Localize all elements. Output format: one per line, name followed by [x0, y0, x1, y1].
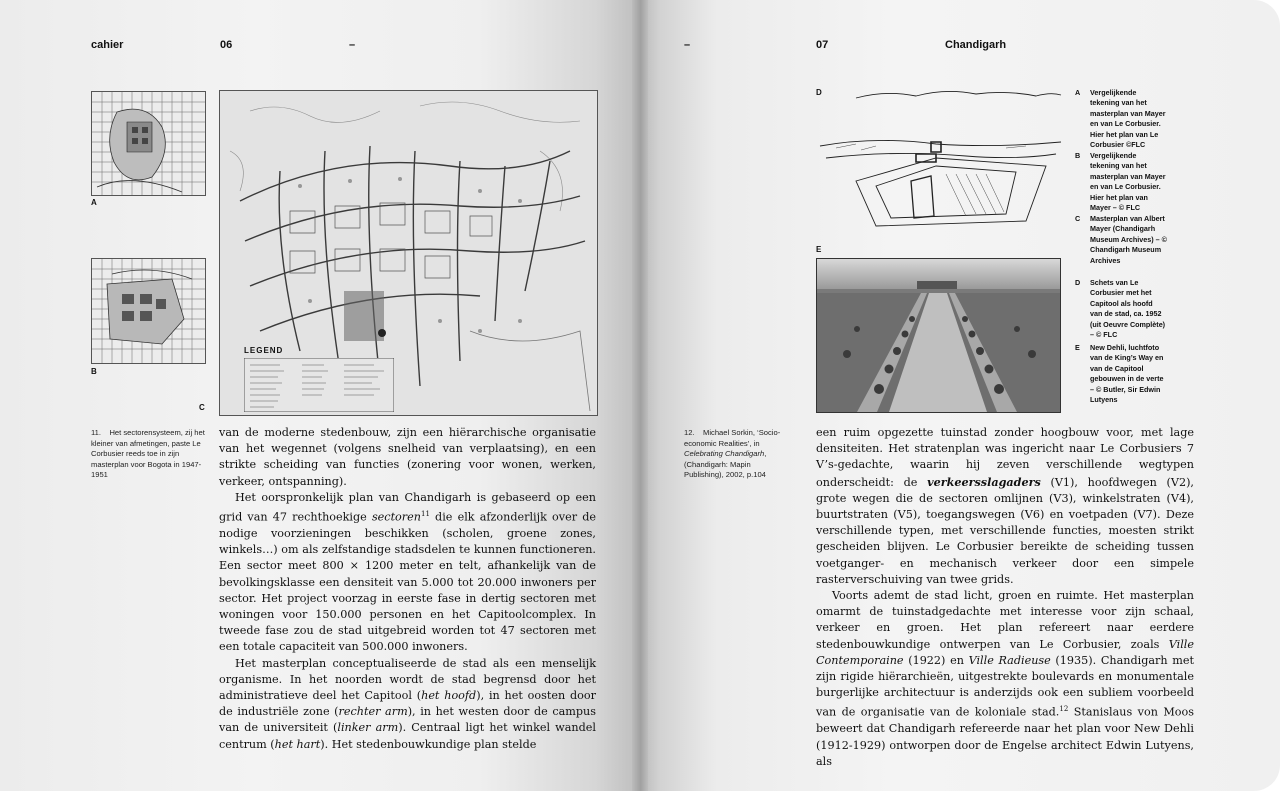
p3-text-b: ), in het oosten door de industriële zone ( — [219, 688, 596, 719]
rp2-text-a: Voorts ademt de stad licht, groen en ruimte. Het masterplan omarmt de tuinstadgedachte met interesse voor zijn schaal, verkeer en groen. Het plan refereert naar eerdere stedenbouwkundige ontwerpen van Le Corbusier, zoals — [816, 589, 1194, 651]
caption-a-letter: A — [1075, 88, 1081, 97]
chapter-title: Chandigarh — [945, 39, 1007, 51]
left-paragraph-2 — [219, 490, 596, 656]
caption-11-text: Het sectorensysteem, zij het kleiner van afmetingen, paste Le Corbusier reeds toe in zijn masterplan voor Bogota in 1947-1951 — [91, 428, 205, 480]
rp2-text-c: (1935). Chandigarh met zijn rigide hiërarchieën, uitgestrekte boulevards en monumentale burgerlijke architectuur is anderzijds ook een subliem voorbeeld van de organisatie van de koloniale stad. — [816, 653, 1195, 720]
p3-em-1: het hoofd — [421, 688, 477, 702]
p2-em-sectoren: sectoren — [371, 510, 421, 524]
page-number-right: 07 — [816, 39, 829, 51]
rp2-em-1: Ville Contemporaine — [816, 637, 1194, 667]
p3-text-d: ). Centraal ligt het winkel wandel centrum ( — [219, 721, 596, 751]
caption-e — [1075, 343, 1167, 405]
p3-em-2: rechter arm — [338, 705, 408, 719]
rp2-text-b: (1922) en — [903, 653, 969, 667]
p2-text-b: die elk afzonderlijk over de nodige voorzieningen beschikken (scholen, groene zones, winkels…) om als zelfstandige stadsdelen te kunnen functioneren. Een sector meet 800 × 1200 meter en telt, afhankelijk van de bevolkingsklasse een densiteit van 5.000 tot 20.000 inwoners per sector. Het project voorzag in eerste fase in dertig sectoren met woningen voor 150.000 personen en het Capitoolcomplex. In tweede fase zou de stad uitgebreid worden tot 47 sectoren met een totale capaciteit van 500.000 inwoners. — [219, 510, 596, 654]
figure-d-capitol-sketch — [816, 86, 1063, 236]
legend-lines — [244, 358, 394, 412]
brand-label: cahier — [91, 39, 124, 51]
figure-e-drawing — [817, 259, 1060, 412]
figure-c-label: C — [199, 403, 205, 412]
right-page — [640, 0, 1280, 791]
caption-c — [1075, 214, 1167, 266]
legend-title: LEGEND — [244, 346, 284, 355]
figure-a-bogota-plan — [91, 91, 206, 196]
right-paragraph-1 — [816, 425, 1194, 588]
caption-d-text: Schets van Le Corbusier met het Capitool als hoofd van de stad, ca. 1952 (uit Oeuvre Complète) – © FLC — [1090, 278, 1166, 340]
caption-e-text: New Dehli, luchtfoto van de King’s Way en van de Capitool gebouwen in de verte – © Butler, Sir Edwin Lutyens — [1090, 343, 1164, 405]
footnote-ref-11: 11 — [420, 510, 430, 519]
caption-a-text: Vergelijkende tekening van het masterplan van Mayer en van Le Corbusier. Hier het plan van Le Corbusier ©FLC — [1090, 88, 1166, 150]
book-gutter — [632, 0, 648, 791]
footnote-ref-12: 12 — [1059, 705, 1069, 714]
caption-d — [1075, 278, 1167, 340]
left-body-text — [219, 425, 596, 753]
caption-e-letter: E — [1075, 343, 1080, 352]
figure-b-mayer-plan — [91, 258, 206, 364]
caption-a — [1075, 88, 1167, 150]
footnote-12-number: 12. — [684, 428, 695, 437]
p3-em-3: linker arm — [337, 721, 399, 735]
rp1-text-b: (V1), hoofdwegen (V2), grote wegen die de sectoren omlijnen (V3), winkelstraten (V4), buurtstraten (V5), toegangswegen (V6) en voetpaden (V7). Deze verschillende typen, met verschillende functies, moesten strikt gescheiden blijven. Le Corbusier bereikte de scheiding tussen voetganger- en mechanisch verkeer door een simpele rasterverschuiving van twee grids. — [816, 475, 1194, 586]
left-paragraph-1: van de moderne stedenbouw, zijn een hiërarchische organisatie van het wegennet (volgens snelheid van verplaatsing), en een strikte scheiding van functies (zonering voor wonen, werken, verkeer, ontspanning). — [219, 426, 596, 488]
right-body-text — [816, 425, 1194, 770]
caption-b-letter: B — [1075, 151, 1081, 160]
figure-b-drawing — [92, 259, 205, 363]
figure-a-drawing — [92, 92, 205, 195]
map-legend — [244, 346, 394, 412]
figure-d-label: D — [816, 88, 822, 97]
figure-e-aerial-photo — [816, 258, 1061, 413]
footnote-12-text-a: Michael Sorkin, ‘Socio-economic Realities’, in — [684, 428, 781, 448]
header-dash-left: – — [349, 39, 356, 51]
p3-text-c: ), in het westen door de campus van de universiteit ( — [219, 705, 596, 735]
p3-em-4: het hart — [274, 737, 321, 751]
caption-b-text: Vergelijkende tekening van het masterplan van Mayer en van Le Corbusier. Hier het plan van Mayer – © FLC — [1090, 151, 1166, 213]
caption-d-letter: D — [1075, 278, 1081, 287]
p3-text-e: ). Het stedenbouwkundige plan stelde — [320, 737, 537, 751]
right-paragraph-2 — [816, 588, 1194, 770]
figure-c-masterplan — [219, 90, 598, 416]
header-dash-right: – — [684, 39, 691, 51]
rp2-em-2: Ville Radieuse — [968, 653, 1051, 667]
footnote-12-em: Celebrating Chandigarh — [684, 449, 765, 459]
figure-b-label: B — [91, 367, 97, 376]
left-paragraph-3 — [219, 656, 596, 753]
rp1-text-a: een ruim opgezette tuinstad zonder hoogbouw voor, met lage densiteiten. Het stratenplan was ingericht naar Le Corbusiers 7 V’s-gedachte, waarin hij zeven verschillende wegtypen onderscheidt: de — [816, 426, 1194, 489]
footnote-12-text-b: , (Chandigarh: Mapin Publishing), 2002, p.104 — [684, 449, 767, 480]
caption-c-text: Masterplan van Albert Mayer (Chandigarh Museum Archives) – © Chandigarh Museum Archives — [1090, 214, 1167, 265]
p2-text-a: Het oorspronkelijk plan van Chandigarh is gebaseerd op een grid van 47 rechthoekige — [219, 490, 596, 524]
figure-a-label: A — [91, 198, 97, 207]
rp1-em: verkeersslagaders — [927, 474, 1041, 489]
caption-c-letter: C — [1075, 214, 1081, 223]
caption-11 — [91, 428, 205, 481]
page-number-left: 06 — [220, 39, 233, 51]
footnote-12 — [684, 428, 784, 481]
p3-text-a: Het masterplan conceptualiseerde de stad als een menselijk organisme. In het noorden wordt de stad begrensd door het administratieve deel het Capitool ( — [219, 656, 596, 702]
rp2-text-d: Stanislaus von Moos beweert dat Chandigarh refereerde naar het plan voor New Dehli (1912-1929) ontworpen door de Engelse architect Edwin Lutyens, als — [816, 706, 1194, 768]
figure-e-label: E — [816, 245, 822, 254]
caption-11-number: 11. — [91, 428, 101, 437]
caption-b — [1075, 151, 1167, 213]
